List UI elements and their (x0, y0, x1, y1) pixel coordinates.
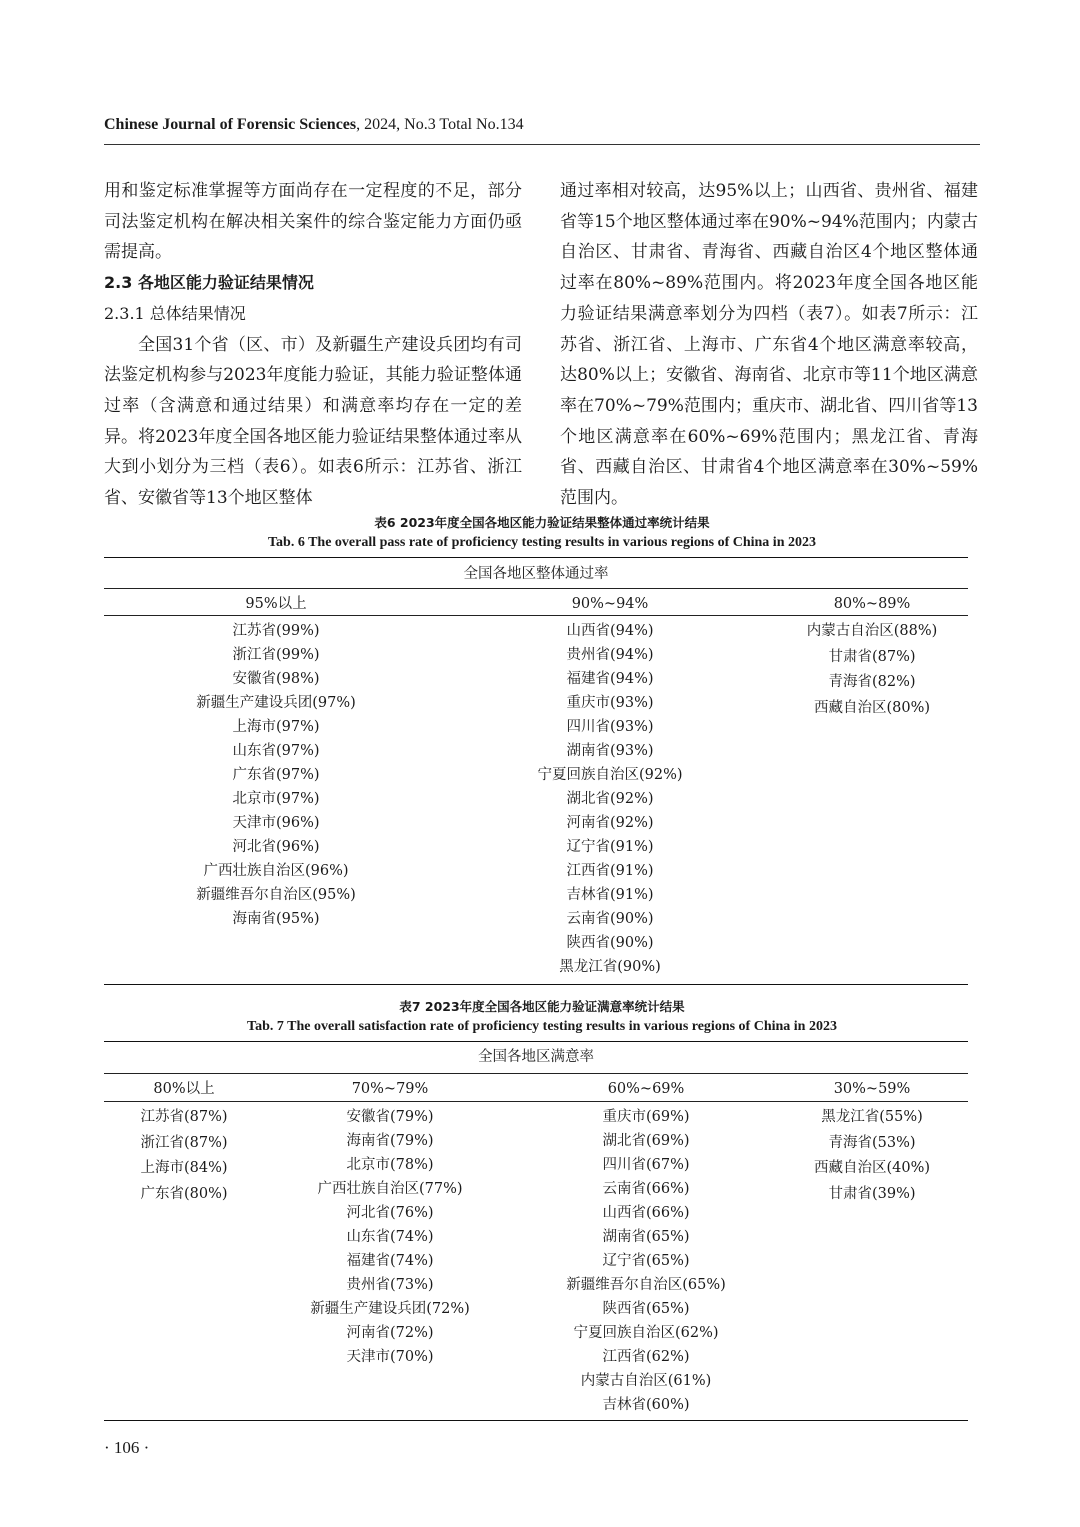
table-cell: 内蒙古自治区(88%) (806, 623, 938, 639)
table-cell: 山西省(66%) (602, 1205, 690, 1221)
table-cell: 新疆生产建设兵团(72%) (310, 1301, 470, 1317)
table-cell: 宁夏回族自治区(62%) (573, 1325, 719, 1341)
table7-column-70-79 (290, 1105, 490, 1369)
table7-column-30-59 (772, 1105, 972, 1207)
table-cell: 四川省(93%) (566, 719, 654, 735)
table-cell: 云南省(66%) (602, 1181, 690, 1197)
table-cell: 天津市(70%) (346, 1349, 434, 1365)
table-cell: 江西省(91%) (566, 863, 654, 879)
table-cell: 四川省(67%) (602, 1157, 690, 1173)
table6-col-header-2: 90%~94% (571, 596, 649, 612)
table7-caption (104, 997, 980, 1037)
table-cell: 甘肃省(87%) (828, 648, 916, 665)
table-cell: 江西省(62%) (602, 1349, 690, 1365)
table-cell: 广东省(80%) (140, 1185, 228, 1202)
table-cell: 海南省(79%) (346, 1133, 434, 1149)
table-cell: 贵州省(94%) (566, 647, 654, 663)
subsection-heading: 2.3.1 总体结果情况 (104, 303, 246, 323)
table-cell: 天津市(96%) (232, 815, 320, 831)
table-cell: 湖南省(93%) (566, 743, 654, 759)
table-cell: 西藏自治区(40%) (813, 1160, 931, 1176)
table-cell: 云南省(90%) (566, 911, 654, 927)
table-cell: 江苏省(87%) (140, 1109, 228, 1125)
table-cell: 山东省(74%) (346, 1229, 434, 1245)
table-cell: 湖北省(69%) (602, 1133, 690, 1149)
table-cell: 西藏自治区(80%) (813, 699, 931, 716)
table-cell: 河南省(72%) (346, 1325, 434, 1341)
table6-mid-rule-1 (104, 588, 968, 589)
table6-col-header-3: 80%~89% (833, 596, 911, 612)
table6-caption-zh: 表6 2023年度全国各地区能力验证结果整体通过率统计结果 (374, 515, 710, 530)
table-cell: 江苏省(99%) (232, 623, 320, 639)
table-cell: 浙江省(87%) (140, 1134, 228, 1151)
table7-mid-rule-1 (104, 1073, 968, 1074)
table-cell: 辽宁省(65%) (602, 1253, 690, 1269)
table-cell: 山西省(94%) (566, 623, 654, 639)
paragraph-pass-rate-summary: 通过率相对较高，达95%以上；山西省、贵州省、福建省等15个地区整体通过率在90%~94%范围内；内蒙古自治区、甘肃省、青海省、西藏自治区4个地区整体通过率在80%~89%范围内。将2023年度全国各地区能力验证结果满意率划分为四档（表7）。如表7所示：江苏省、浙江省、上海市、广东省4个地区满意率较高，达80%以上；安徽省、海南省、北京市等11个地区满意率在70%~79%范围内；重庆市、湖北省、四川省等13个地区满意率在60%~69%范围内；黑龙江省、青海省、西藏自治区、甘肃省4个地区满意率在30%~59%范围内。 (560, 181, 978, 509)
table6-caption (104, 513, 980, 553)
issue-info: , 2024, No.3 Total No.134 (356, 116, 524, 133)
table-cell: 福建省(94%) (566, 671, 654, 687)
table-cell: 广西壮族自治区(96%) (203, 863, 349, 879)
table6-column-90-94 (448, 619, 772, 979)
table7-group-header: 全国各地区满意率 (478, 1049, 594, 1065)
table7-caption-zh: 表7 2023年度全国各地区能力验证满意率统计结果 (399, 999, 685, 1014)
table-cell: 北京市(97%) (232, 791, 320, 807)
table7-bottom-rule (104, 1420, 968, 1421)
table-cell: 湖北省(92%) (566, 791, 654, 807)
table-cell: 湖南省(65%) (602, 1229, 690, 1245)
table7-top-rule (104, 1041, 968, 1042)
left-column (104, 176, 522, 514)
table-cell: 贵州省(73%) (346, 1277, 434, 1293)
table6-group-header: 全国各地区整体通过率 (463, 566, 609, 582)
right-column (560, 176, 978, 514)
table-cell: 陕西省(65%) (602, 1301, 690, 1317)
paragraph-continued: 用和鉴定标准掌握等方面尚存在一定程度的不足，部分司法鉴定机构在解决相关案件的综合鉴定能力方面仍亟需提高。 (104, 181, 522, 263)
table-cell: 辽宁省(91%) (566, 839, 654, 855)
table-cell: 浙江省(99%) (232, 647, 320, 663)
table7-mid-rule-2 (104, 1101, 968, 1102)
table7-column-60-69 (536, 1105, 756, 1417)
table6-caption-en: Tab. 6 The overall pass rate of proficiency testing results in various regions of China in 2023 (268, 535, 816, 550)
table7-caption-en: Tab. 7 The overall satisfaction rate of proficiency testing results in various regions of China in 2023 (247, 1019, 837, 1034)
table-cell: 吉林省(60%) (602, 1397, 690, 1413)
table-cell: 青海省(53%) (828, 1134, 916, 1151)
table6-column-80-89 (772, 619, 972, 721)
running-header (104, 114, 980, 145)
table-cell: 黑龙江省(90%) (559, 959, 661, 975)
table6-col-header-1: 95%以上 (245, 596, 307, 612)
table-cell: 北京市(78%) (346, 1157, 434, 1173)
table-cell: 上海市(97%) (232, 719, 320, 735)
table-cell: 上海市(84%) (140, 1160, 228, 1176)
table-cell: 海南省(95%) (232, 911, 320, 927)
table-cell: 内蒙古自治区(61%) (580, 1373, 712, 1389)
table-cell: 山东省(97%) (232, 743, 320, 759)
table-cell: 青海省(82%) (828, 674, 916, 690)
table-cell: 安徽省(79%) (346, 1109, 434, 1125)
table-cell: 新疆生产建设兵团(97%) (196, 695, 356, 711)
table6-column-95-plus (104, 619, 448, 931)
table7-column-80-plus (104, 1105, 264, 1207)
table7-col-header-3: 60%~69% (607, 1081, 685, 1097)
table-cell: 宁夏回族自治区(92%) (537, 767, 683, 783)
table-cell: 安徽省(98%) (232, 671, 320, 687)
page-number: · 106 · (104, 1438, 150, 1457)
table-cell: 甘肃省(39%) (828, 1185, 916, 1202)
table-cell: 重庆市(93%) (566, 695, 654, 711)
table-cell: 重庆市(69%) (602, 1109, 690, 1125)
table-cell: 广西壮族自治区(77%) (317, 1181, 463, 1197)
table-cell: 吉林省(91%) (566, 887, 654, 903)
paragraph-overall-results: 全国31个省（区、市）及新疆生产建设兵团均有司法鉴定机构参与2023年度能力验证，其能力验证整体通过率（含满意和通过结果）和满意率均存在一定的差异。将2023年度全国各地区能力验证结果整体通过率从大到小划分为三档（表6）。如表6所示：江苏省、浙江省、安徽省等13个地区整体 (104, 334, 522, 509)
journal-name: Chinese Journal of Forensic Sciences (104, 116, 357, 133)
table-cell: 新疆维吾尔自治区(65%) (566, 1277, 726, 1293)
table6-top-rule (104, 557, 968, 558)
table-cell: 河南省(92%) (566, 815, 654, 831)
table7-col-header-4: 30%~59% (833, 1081, 911, 1097)
table6-bottom-rule (104, 984, 968, 985)
table-cell: 福建省(74%) (346, 1253, 434, 1269)
table-cell: 陕西省(90%) (566, 935, 654, 951)
table-cell: 河北省(76%) (346, 1205, 434, 1221)
table-cell: 河北省(96%) (232, 839, 320, 855)
table7-col-header-2: 70%~79% (351, 1081, 429, 1097)
table7-col-header-1: 80%以上 (153, 1081, 215, 1097)
section-heading: 2.3 各地区能力验证结果情况 (104, 273, 314, 293)
table-cell: 广东省(97%) (232, 767, 320, 783)
table-cell: 黑龙江省(55%) (821, 1109, 923, 1125)
table6-mid-rule-2 (104, 615, 968, 616)
table-cell: 新疆维吾尔自治区(95%) (196, 887, 356, 903)
